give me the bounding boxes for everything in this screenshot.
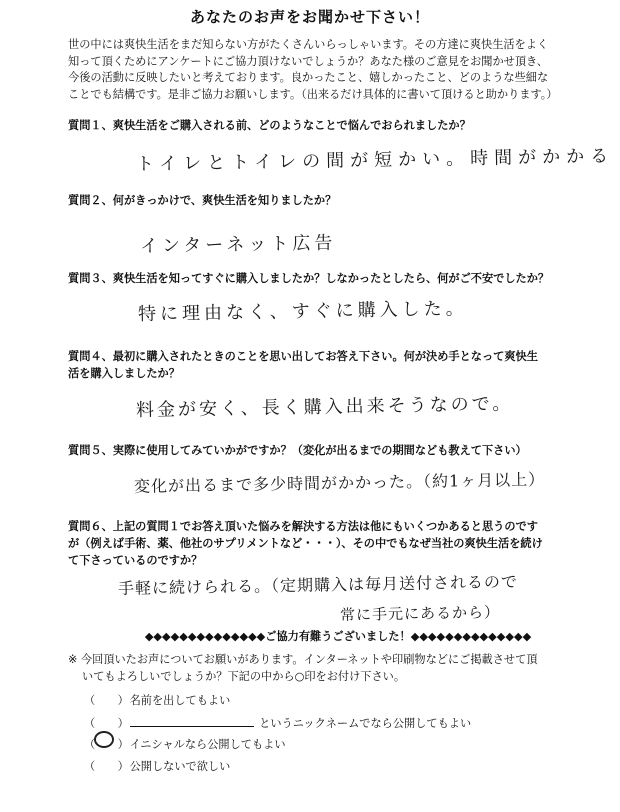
question-6-text-line: 質問６、上記の質問１でお答え頂いた悩みを解決する方法は他にもいくつかあると思うのです bbox=[68, 520, 538, 533]
option-checkbox[interactable]: （ ） bbox=[84, 736, 126, 752]
intro-line: ことでも結構です。是非ご協力お願いします。（出来るだけ具体的に書いて頂けると助かります。） bbox=[68, 87, 558, 101]
intro-line: 今後の活動に反映したいと考えております。良かったこと、嬉しかったこと、どのような些細な bbox=[68, 71, 549, 84]
answer-1: トイレとトイレの間が短かい。時間がかかる bbox=[135, 145, 615, 175]
question-1-text: 質問１、爽快生活をご購入される前、どのようなことで悩んでおられましたか？ bbox=[68, 119, 471, 132]
question-2 bbox=[68, 192, 608, 209]
thanks-divider: ◆◆◆◆◆◆◆◆◆◆◆◆◆◆ご協力有難うございました！◆◆◆◆◆◆◆◆◆◆◆◆◆◆ bbox=[144, 630, 532, 643]
note-line: ※ 今回頂いたお声についてお願いがあります。インターネットや印刷物などにご掲載させて頂 bbox=[68, 653, 538, 666]
question-4-text-line: 活を購入しましたか？ bbox=[68, 367, 180, 380]
selected-circle-mark bbox=[94, 731, 114, 748]
question-5-text: 質問５、実際に使用してみていかがですか？（変化が出るまでの期間なども教えて下さい） bbox=[68, 444, 527, 457]
option-real-name[interactable] bbox=[84, 692, 230, 708]
option-checkbox[interactable]: （ ） bbox=[84, 760, 129, 773]
note-line: いてもよろしいでしょうか？下記の中から○印をお付け下さい。 bbox=[82, 670, 406, 683]
option-label: 名前を出してもよい bbox=[129, 694, 231, 707]
answer-6-line-1: 手軽に続けられる。（定期購入は毎月送付されるので bbox=[117, 572, 519, 598]
option-initials[interactable] bbox=[84, 736, 286, 752]
answer-6-line-2: 常に手元にあるから） bbox=[339, 603, 501, 624]
option-nickname[interactable] bbox=[84, 714, 471, 731]
question-6-text-line: て下さっているのですか？ bbox=[68, 554, 203, 567]
publication-note bbox=[68, 651, 608, 685]
question-6-text-line: が（例えば手術、薬、他社のサプリメントなど・・・）、その中でもなぜ当社の爽快生活を続け bbox=[68, 537, 543, 550]
answer-4: 料金が安く、長く購入出来そうなので。 bbox=[135, 393, 514, 421]
option-checkbox[interactable]: （ ） bbox=[84, 717, 129, 730]
question-4-text-line: 質問４、最初に購入されたときのことを思い出してお答え下さい。何が決め手となって爽快生 bbox=[68, 350, 538, 363]
answer-3: 特に理由なく、すぐに購入した。 bbox=[137, 298, 468, 325]
question-3 bbox=[68, 270, 608, 287]
intro-line: 世の中には爽快生活をまだ知らない方がたくさんいらっしゃいます。その方達に爽快生活をよく bbox=[68, 38, 549, 51]
option-label: というニックネームでなら公開してもよい bbox=[259, 717, 472, 730]
option-label: 公開しないで欲しい bbox=[129, 760, 231, 773]
question-2-text: 質問２、何がきっかけで、爽快生活を知りましたか？ bbox=[68, 194, 337, 207]
option-private[interactable] bbox=[84, 758, 230, 774]
question-3-text: 質問３、爽快生活を知ってすぐに購入しましたか？しなかったとしたら、何がご不安でしたか？ bbox=[68, 272, 550, 285]
option-label: イニシャルなら公開してもよい bbox=[129, 738, 286, 751]
question-6 bbox=[68, 518, 608, 569]
question-1 bbox=[68, 117, 608, 134]
page-title: あなたのお声をお聞かせ下さい！ bbox=[189, 8, 430, 26]
question-4 bbox=[68, 348, 608, 382]
question-5 bbox=[68, 442, 608, 459]
option-checkbox[interactable]: （ ） bbox=[84, 694, 129, 707]
intro-text bbox=[68, 37, 608, 103]
nickname-blank-field[interactable] bbox=[130, 714, 254, 727]
answer-5: 変化が出るまで多少時間がかかった。（約1ヶ月以上） bbox=[133, 469, 546, 496]
answer-2: インターネット広告 bbox=[139, 232, 337, 257]
intro-line: 知って頂くためにアンケートにご協力頂けないでしょうか？あなた様のご意見をお聞かせ頂き、 bbox=[68, 54, 548, 68]
